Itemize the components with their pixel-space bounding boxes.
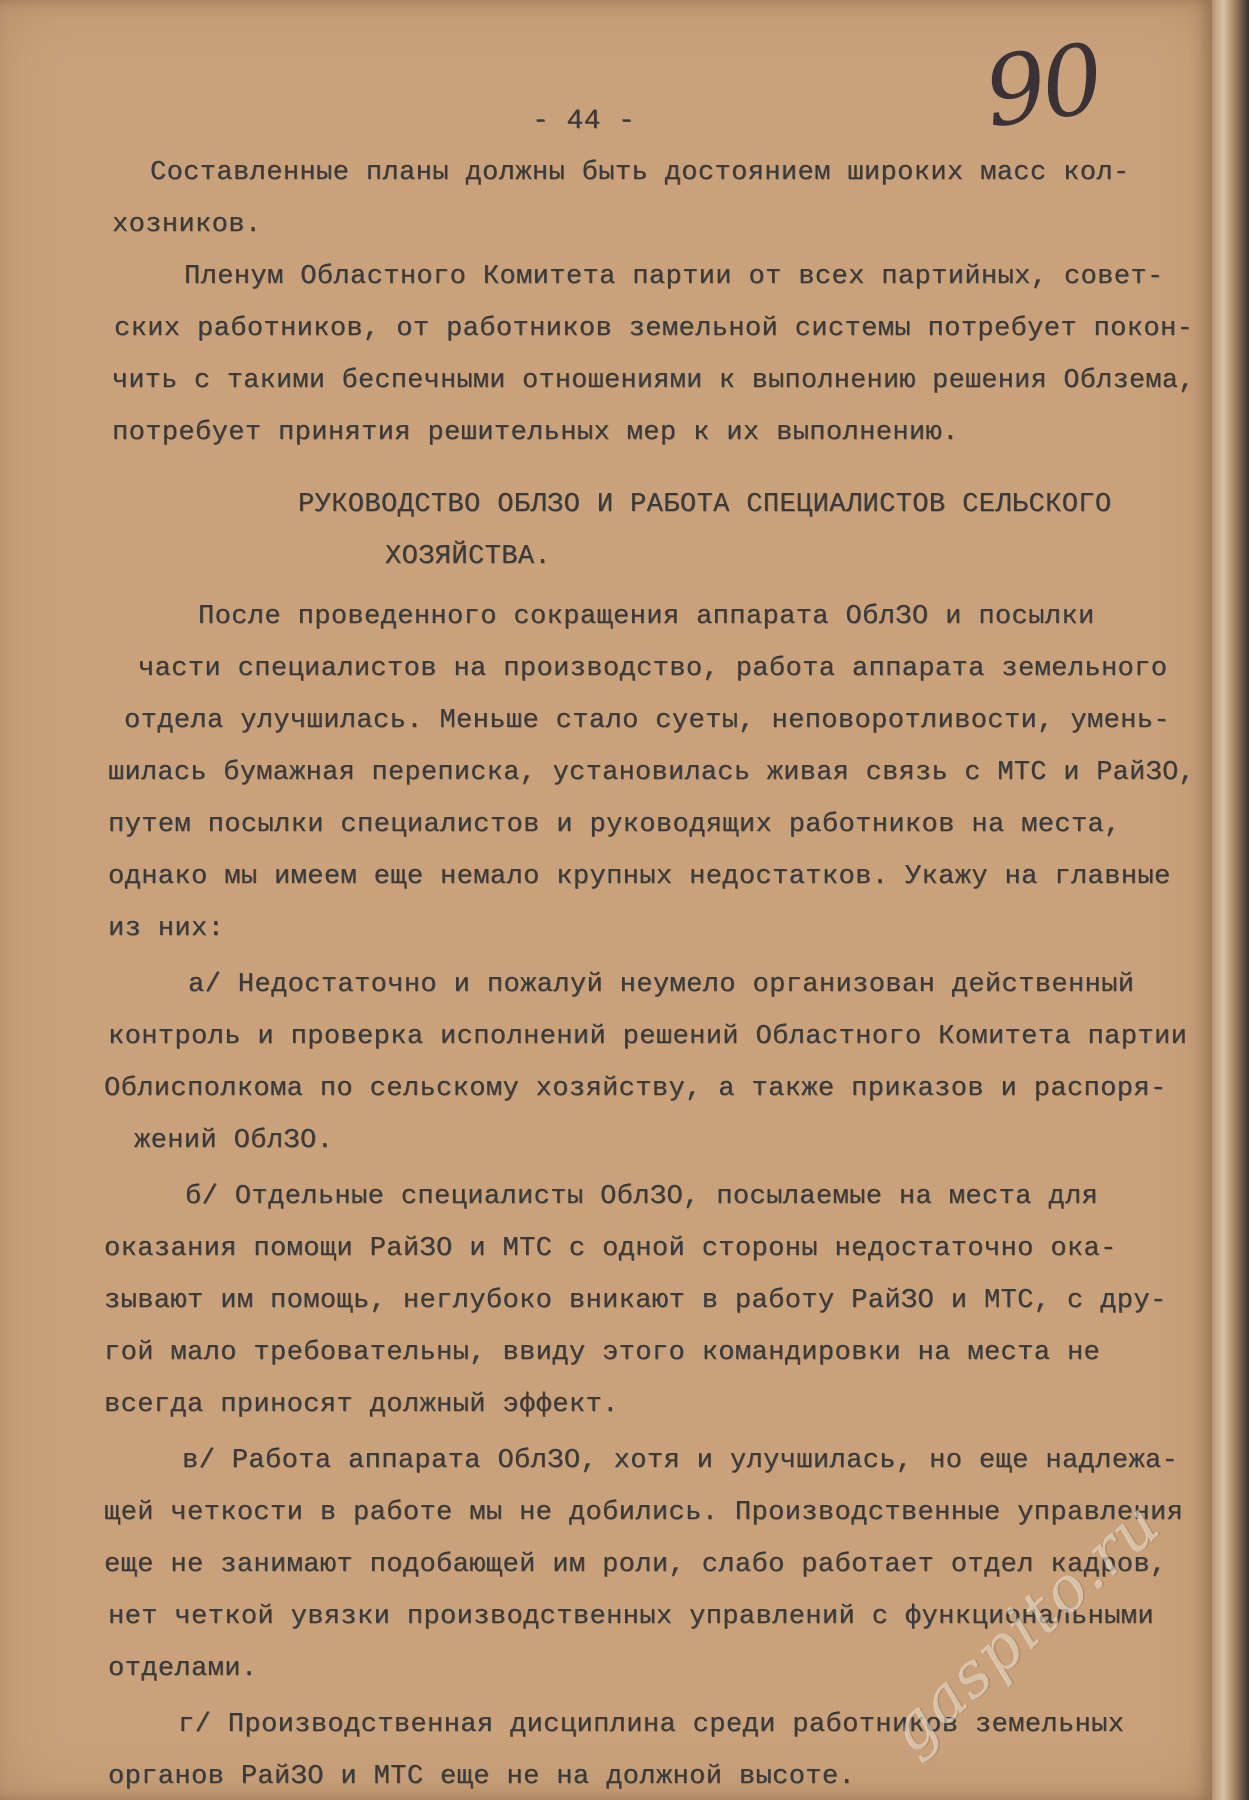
text-line: шилась бумажная переписка, установилась живая связь с МТС и РайЗО, <box>108 758 1196 788</box>
text-line: щей четкости в работе мы не добились. Производственные управления <box>104 1498 1184 1528</box>
text-line: Пленум Областного Комитета партии от всех партийных, совет- <box>184 262 1164 292</box>
text-line: ских работников, от работников земельной системы потребует покон- <box>114 314 1194 344</box>
text-line: еще не занимают подобающей им роли, слабо работает отдел кадров, <box>104 1550 1167 1580</box>
text-line: нет четкой увязки производственных управлений с функциональными <box>108 1602 1154 1632</box>
text-line: однако мы имеем еще немало крупных недостатков. Укажу на главные <box>108 862 1171 892</box>
text-line: ХОЗЯЙСТВА. <box>385 542 552 572</box>
text-line: отдела улучшилась. Меньше стало суеты, неповоротливости, умень- <box>124 706 1170 736</box>
text-line: органов РайЗО и МТС еще не на должной высоте. <box>108 1762 856 1792</box>
text-line: всегда приносят должный эффект. <box>104 1390 619 1420</box>
text-line: путем посылки специалистов и руководящих работников на места, <box>108 810 1121 840</box>
page-edge <box>1212 0 1249 1800</box>
text-line: РУКОВОДСТВО ОБЛЗО И РАБОТА СПЕЦИАЛИСТОВ СЕЛЬСКОГО <box>298 490 1112 520</box>
text-line: После проведенного сокращения аппарата ОблЗО и посылки <box>198 602 1095 632</box>
text-line: Облисполкома по сельскому хозяйству, а также приказов и распоря- <box>104 1074 1167 1104</box>
text-line: потребует принятия решительных мер к их выполнению. <box>112 418 959 448</box>
text-line: зывают им помощь, неглубоко вникают в работу РайЗО и МТС, с дру- <box>104 1286 1167 1316</box>
text-line: б/ Отдельные специалисты ОблЗО, посылаемые на места для <box>185 1182 1099 1212</box>
archive-page-number-handwritten: 90 <box>977 22 1107 150</box>
text-line: в/ Работа аппарата ОблЗО, хотя и улучшилась, но еще надлежа- <box>182 1446 1179 1476</box>
text-line: а/ Недостаточно и пожалуй неумело организован действенный <box>188 970 1135 1000</box>
text-line: из них: <box>108 914 225 944</box>
page-number: - 44 - <box>532 106 636 137</box>
watermark: gaspito.ru <box>874 1486 1175 1767</box>
text-line: отделами. <box>108 1654 258 1684</box>
text-line: гой мало требовательны, ввиду этого командировки на места не <box>104 1338 1101 1368</box>
text-line: контроль и проверка исполнений решений Областного Комитета партии <box>108 1022 1188 1052</box>
text-line: жений ОблЗО. <box>134 1126 334 1156</box>
text-line: г/ Производственная дисциплина среди работников земельных <box>178 1710 1125 1740</box>
text-line: оказания помощи РайЗО и МТС с одной стороны недостаточно ока- <box>104 1234 1117 1264</box>
text-line: части специалистов на производство, работа аппарата земельного <box>138 654 1168 684</box>
text-line: чить с такими беспечными отношениями к выполнению решения Облзема, <box>112 366 1195 396</box>
text-line: Составленные планы должны быть достоянием широких масс кол- <box>150 158 1130 188</box>
text-line: хозников. <box>112 210 262 240</box>
